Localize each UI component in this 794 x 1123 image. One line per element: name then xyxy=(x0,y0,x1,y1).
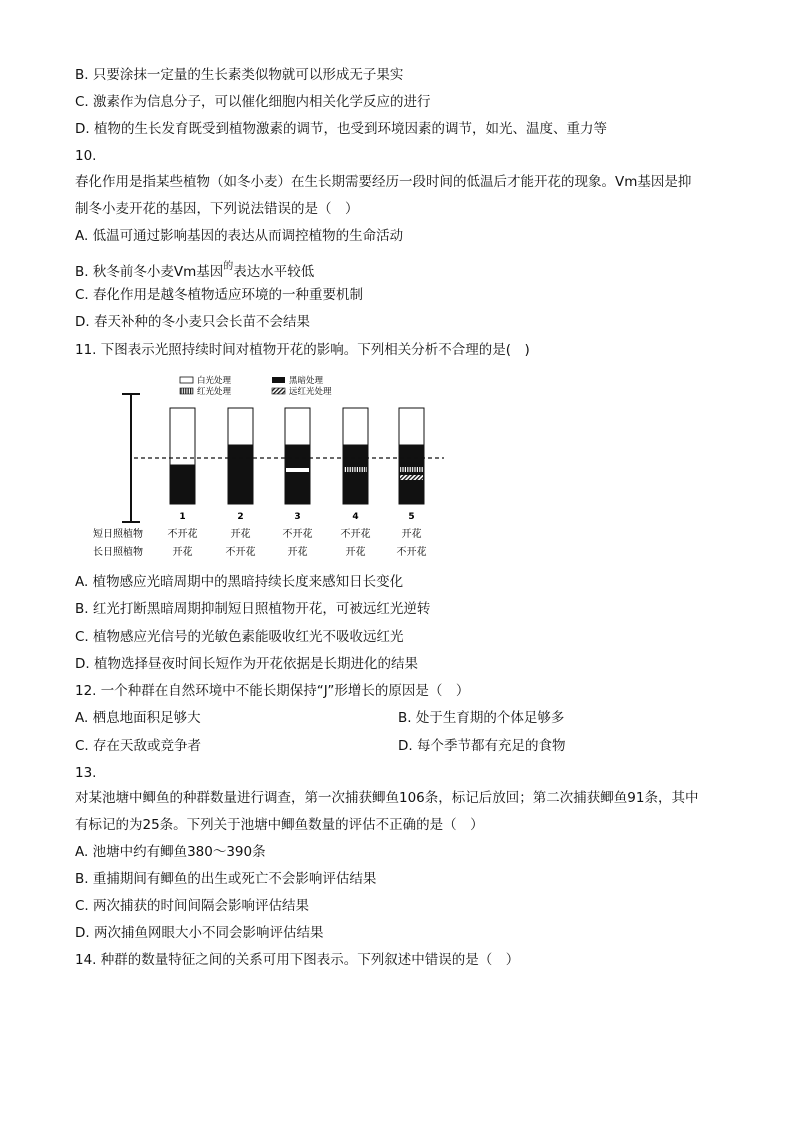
bar-5-long-day-result: 不开花 xyxy=(396,547,427,558)
question-12-stem: 12. 一个种群在自然环境中不能长期保持“J”形增长的原因是（ ） xyxy=(75,683,470,699)
question-11-stem: 11. 下图表示光照持续时间对植物开花的影响。下列相关分析不合理的是( ) xyxy=(75,342,530,358)
legend-farred-swatch xyxy=(272,388,285,394)
question-13-option-a: A. 池塘中约有鲫鱼380～390条 xyxy=(75,844,266,860)
question-10-number: 10. xyxy=(75,148,97,164)
bar-3-dark xyxy=(285,445,310,504)
bar-5-light xyxy=(399,408,424,445)
question-12-option-a: A. 栖息地面积足够大 xyxy=(75,710,201,726)
question-12-option-d: D. 每个季节都有充足的食物 xyxy=(398,738,566,754)
bar-3-light xyxy=(285,408,310,445)
legend-red-label: 红光处理 xyxy=(197,387,232,397)
bar-4-light xyxy=(343,408,368,445)
photoperiod-figure xyxy=(82,368,452,568)
question-10-stem-line2: 制冬小麦开花的基因，下列说法错误的是（ ） xyxy=(75,201,359,217)
bar-2-light xyxy=(228,408,253,445)
question-13-option-d: D. 两次捕鱼网眼大小不同会影响评估结果 xyxy=(75,925,324,941)
legend-red-swatch xyxy=(180,388,193,394)
question-13-option-b: B. 重捕期间有鲫鱼的出生或死亡不会影响评估结果 xyxy=(75,871,377,887)
bar-4-long-day-result: 开花 xyxy=(345,547,366,558)
question-10-option-b-superscript: 的 xyxy=(223,261,234,272)
bar-4-dark xyxy=(343,445,368,504)
legend-dark-label: 黑暗处理 xyxy=(289,376,324,386)
bar-2-long-day-result: 不开花 xyxy=(225,547,256,558)
legend-white-label: 白光处理 xyxy=(197,376,232,386)
bar-1-number: 1 xyxy=(179,512,186,522)
bar-1-dark xyxy=(170,465,195,504)
bar-3-long-day-result: 开花 xyxy=(287,547,308,558)
bar-1-short-day-result: 不开花 xyxy=(167,529,198,540)
question-13-number: 13. xyxy=(75,765,97,781)
question-11-option-b: B. 红光打断黑暗周期抑制短日照植物开花，可被远红光逆转 xyxy=(75,601,431,617)
bar-3-white-flash xyxy=(286,468,309,472)
bar-2-number: 2 xyxy=(237,512,244,522)
question-10-option-b-part2: 表达水平较低 xyxy=(233,264,315,280)
question-10-option-b xyxy=(75,258,314,281)
question-11-option-d: D. 植物选择昼夜时间长短作为开花依据是长期进化的结果 xyxy=(75,656,418,672)
bar-1-long-day-result: 开花 xyxy=(172,547,193,558)
question-9-option-b: B. 只要涂抹一定量的生长素类似物就可以形成无子果实 xyxy=(75,67,404,83)
bar-4-short-day-result: 不开花 xyxy=(340,529,371,540)
question-12-option-c: C. 存在天敌或竞争者 xyxy=(75,738,202,754)
question-11-option-a: A. 植物感应光暗周期中的黑暗持续长度来感知日长变化 xyxy=(75,574,404,590)
legend-farred-label: 远红光处理 xyxy=(289,387,332,397)
question-10-option-a: A. 低温可通过影响基因的表达从而调控植物的生命活动 xyxy=(75,228,404,244)
bar-2-dark xyxy=(228,445,253,504)
question-13-option-c: C. 两次捕获的时间间隔会影响评估结果 xyxy=(75,898,310,914)
row-label-short-day: 短日照植物 xyxy=(93,529,143,540)
row-label-long-day: 长日照植物 xyxy=(93,547,143,558)
bar-5-short-day-result: 开花 xyxy=(401,529,422,540)
bar-2-short-day-result: 开花 xyxy=(230,529,251,540)
bar-5-red-flash xyxy=(400,467,423,472)
bar-5-number: 5 xyxy=(408,512,415,522)
bar-5-farred-flash xyxy=(400,475,423,480)
question-10-option-d: D. 春天补种的冬小麦只会长苗不会结果 xyxy=(75,314,310,330)
bar-4-number: 4 xyxy=(352,512,359,522)
question-12-option-b: B. 处于生育期的个体足够多 xyxy=(398,710,565,726)
question-10-option-b-part1: B. 秋冬前冬小麦Vm基因 xyxy=(75,264,224,280)
question-9-option-c: C. 激素作为信息分子，可以催化细胞内相关化学反应的进行 xyxy=(75,94,431,110)
bar-1-light xyxy=(170,408,195,465)
bar-4-red-flash xyxy=(344,467,367,472)
question-13-stem-line2: 有标记的为25条。下列关于池塘中鲫鱼数量的评估不正确的是（ ） xyxy=(75,817,484,833)
question-13-stem-line1: 对某池塘中鲫鱼的种群数量进行调查，第一次捕获鲫鱼106条，标记后放回；第二次捕获鲫鱼91条，其中 xyxy=(75,790,699,806)
question-10-option-c: C. 春化作用是越冬植物适应环境的一种重要机制 xyxy=(75,287,364,303)
bar-5-dark xyxy=(399,445,424,504)
question-14-stem: 14. 种群的数量特征之间的关系可用下图表示。下列叙述中错误的是（ ） xyxy=(75,952,520,968)
question-11-option-c: C. 植物感应光信号的光敏色素能吸收红光不吸收远红光 xyxy=(75,629,404,645)
bar-3-short-day-result: 不开花 xyxy=(282,529,313,540)
bar-3-number: 3 xyxy=(294,512,301,522)
question-10-stem-line1: 春化作用是指某些植物（如冬小麦）在生长期需要经历一段时间的低温后才能开花的现象。Vm基因是抑 xyxy=(75,174,692,190)
legend-dark-swatch xyxy=(272,377,285,383)
legend-white-swatch xyxy=(180,377,193,383)
question-9-option-d: D. 植物的生长发育既受到植物激素的调节，也受到环境因素的调节，如光、温度、重力等 xyxy=(75,121,607,137)
